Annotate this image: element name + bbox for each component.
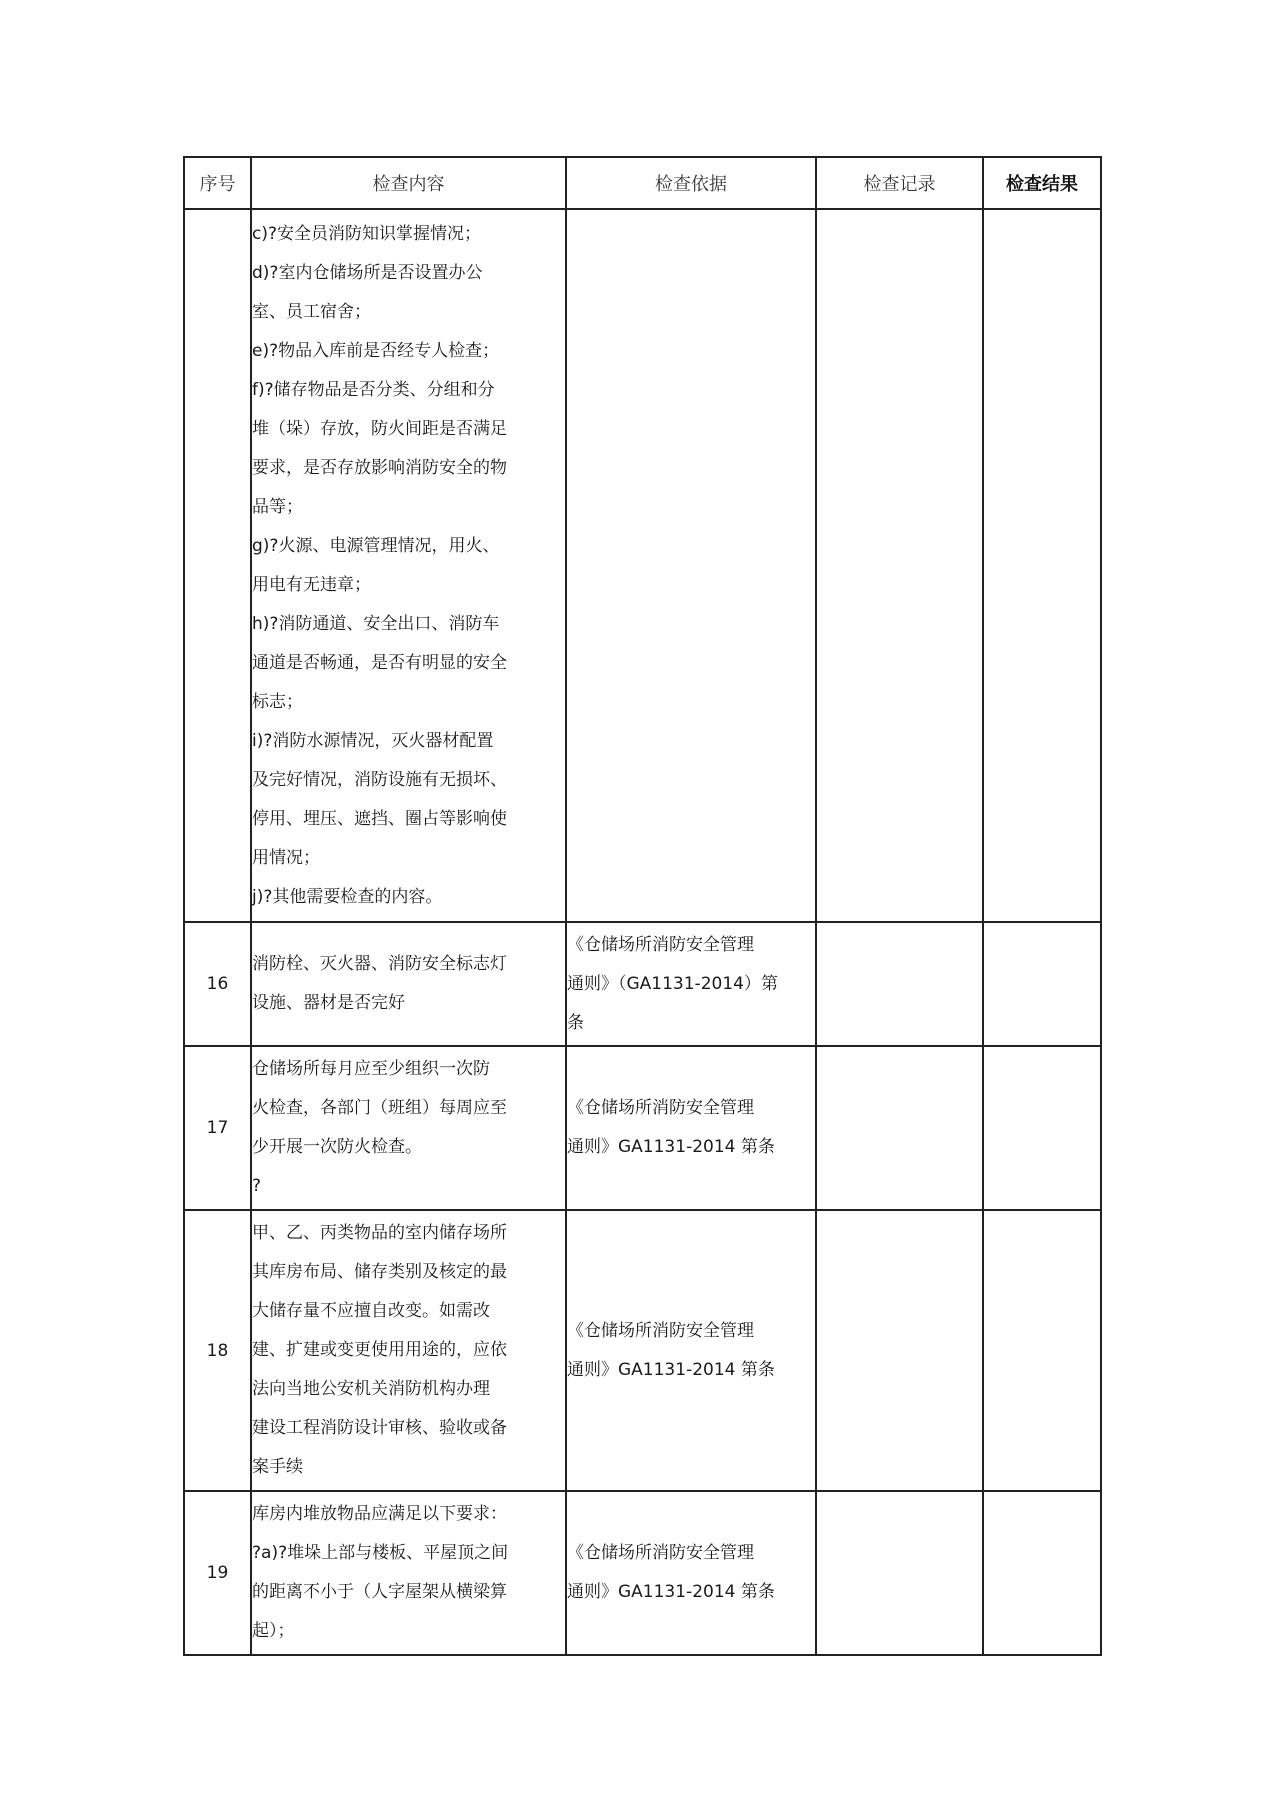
basis-cell — [566, 922, 816, 1046]
content-line: 室、员工宿舍； — [252, 301, 371, 322]
content-line: 案手续 — [252, 1457, 303, 1477]
header-basis: 检查依据 — [566, 157, 816, 209]
content-line: j)?其他需要检查的内容。 — [252, 886, 443, 907]
content-line: 标志； — [252, 691, 303, 712]
record-cell — [816, 209, 983, 922]
content-line: 及完好情况，消防设施有无损坏、 — [252, 769, 507, 790]
content-line: h)?消防通道、安全出口、消防车 — [252, 613, 500, 634]
header-content: 检查内容 — [251, 157, 566, 209]
content-line: 火检查，各部门（班组）每周应至 — [252, 1098, 507, 1118]
content-line: 仓储场所每月应至少组织一次防 — [252, 1059, 490, 1079]
content-line: 品等； — [252, 496, 303, 517]
result-cell — [983, 1210, 1101, 1491]
content-line: 停用、埋压、遮挡、圈占等影响使 — [252, 808, 507, 829]
basis-line: 《仓储场所消防安全管理 — [567, 934, 754, 955]
content-line: g)?火源、电源管理情况，用火、 — [252, 535, 500, 556]
basis-cell — [566, 1210, 816, 1491]
content-cell — [251, 1210, 566, 1491]
table-row-continued — [184, 209, 1101, 922]
content-line: 用情况； — [252, 847, 320, 868]
content-line: 库房内堆放物品应满足以下要求： — [252, 1504, 507, 1524]
content-line: 堆（垛）存放，防火间距是否满足 — [252, 418, 507, 439]
header-result: 检查结果 — [983, 157, 1101, 209]
result-cell — [983, 1046, 1101, 1210]
basis-cell — [566, 1046, 816, 1210]
content-line: c)?安全员消防知识掌握情况； — [252, 223, 482, 244]
content-cell — [251, 1491, 566, 1655]
content-line: f)?储存物品是否分类、分组和分 — [252, 379, 495, 400]
content-cell — [251, 1046, 566, 1210]
seq-cell: 18 — [184, 1210, 251, 1491]
basis-line: 通则》GA1131-2014 第条 — [567, 1137, 775, 1157]
basis-cell — [566, 1491, 816, 1655]
content-line: 甲、乙、丙类物品的室内储存场所 — [252, 1223, 507, 1243]
inspection-table — [183, 156, 1102, 1656]
content-line: i)?消防水源情况，灭火器材配置 — [252, 730, 494, 751]
result-cell — [983, 922, 1101, 1046]
basis-line: 条 — [567, 1012, 584, 1033]
content-line: 要求，是否存放影响消防安全的物 — [252, 457, 507, 478]
content-line: 大储存量不应擅自改变。如需改 — [252, 1301, 490, 1321]
content-line: 建、扩建或变更使用用途的，应依 — [252, 1340, 507, 1360]
seq-cell: 17 — [184, 1046, 251, 1210]
seq-cell: 16 — [184, 922, 251, 1046]
record-cell — [816, 1046, 983, 1210]
content-line: 通道是否畅通，是否有明显的安全 — [252, 652, 507, 673]
basis-line: 《仓储场所消防安全管理 — [567, 1543, 754, 1563]
content-cell — [251, 922, 566, 1046]
content-line: 设施、器材是否完好 — [252, 993, 405, 1013]
basis-line: 通则》GA1131-2014 第条 — [567, 1582, 775, 1602]
content-cell — [251, 209, 566, 922]
header-seq: 序号 — [184, 157, 251, 209]
content-line: 建设工程消防设计审核、验收或备 — [252, 1418, 507, 1438]
content-line: 消防栓、灭火器、消防安全标志灯 — [252, 954, 507, 974]
table-row — [184, 922, 1101, 1046]
seq-cell: 19 — [184, 1491, 251, 1655]
basis-line: 《仓储场所消防安全管理 — [567, 1098, 754, 1118]
basis-line: 《仓储场所消防安全管理 — [567, 1320, 754, 1341]
record-cell — [816, 1210, 983, 1491]
seq-cell — [184, 209, 251, 922]
record-cell — [816, 1491, 983, 1655]
basis-cell — [566, 209, 816, 922]
result-cell — [983, 1491, 1101, 1655]
table-header-row — [184, 157, 1101, 209]
record-cell — [816, 922, 983, 1046]
content-line: 起）； — [252, 1621, 295, 1641]
content-line: 少开展一次防火检查。 — [252, 1137, 422, 1157]
content-line: e)?物品入库前是否经专人检查； — [252, 340, 500, 361]
content-line: 用电有无违章； — [252, 574, 371, 595]
content-line: ?a)?堆垛上部与楼板、平屋顶之间 — [252, 1543, 509, 1563]
content-line: d)?室内仓储场所是否设置办公 — [252, 262, 483, 283]
content-line: 法向当地公安机关消防机构办理 — [252, 1379, 490, 1399]
basis-line: 通则》（GA1131-2014）第 — [567, 973, 778, 994]
basis-line: 通则》GA1131-2014 第条 — [567, 1359, 775, 1380]
table-row — [184, 1491, 1101, 1655]
table-row — [184, 1210, 1101, 1491]
result-cell — [983, 209, 1101, 922]
content-line: 其库房布局、储存类别及核定的最 — [252, 1262, 507, 1282]
content-line: 的距离不小于（人字屋架从横梁算 — [252, 1582, 507, 1602]
table-row — [184, 1046, 1101, 1210]
content-line: ? — [252, 1176, 262, 1196]
header-record: 检查记录 — [816, 157, 983, 209]
